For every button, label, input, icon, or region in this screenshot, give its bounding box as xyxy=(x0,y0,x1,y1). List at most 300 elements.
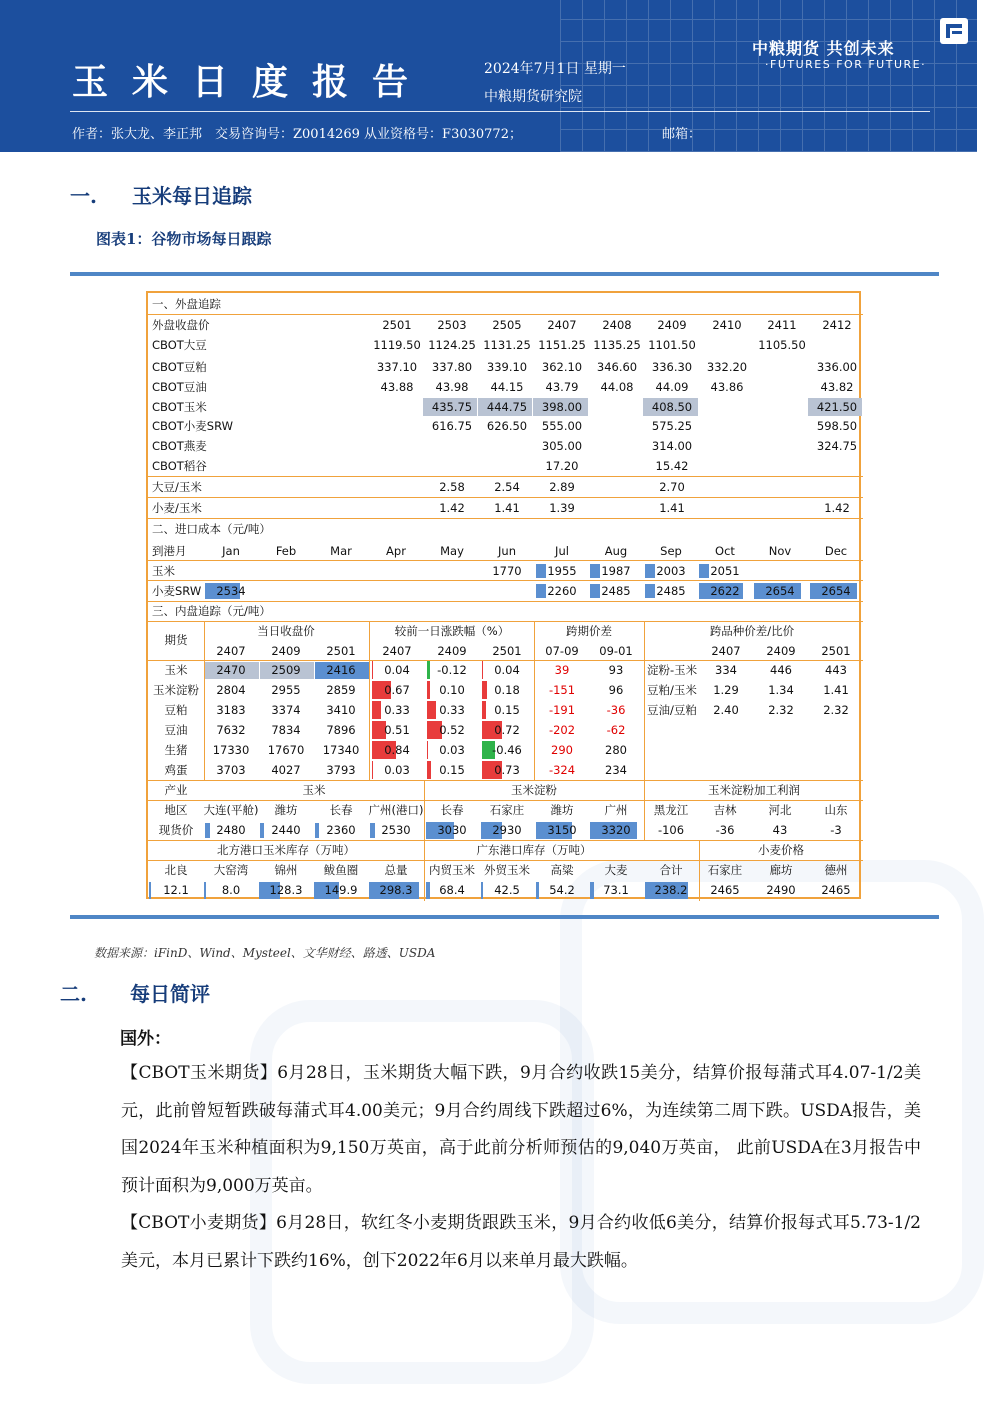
table-cell: 443 xyxy=(825,663,847,677)
table-hline xyxy=(148,518,863,519)
change-bar-positive xyxy=(427,681,430,699)
row-label: 淀粉-玉米 xyxy=(647,663,698,677)
subheading-overseas: 国外： xyxy=(120,1029,171,1049)
section-heading xyxy=(60,978,210,1007)
table-header-cell: Feb xyxy=(275,544,297,558)
table-header-cell: 2407 xyxy=(711,644,741,658)
table-header-cell: 较前一日涨跌幅（%） xyxy=(394,624,510,638)
table-cell: 2.89 xyxy=(549,480,575,494)
table-cell: 3320 xyxy=(601,823,631,837)
table-cell: 7834 xyxy=(271,723,301,737)
table-cell red: -36 xyxy=(715,823,735,837)
table-cell: 43.88 xyxy=(380,380,414,394)
change-bar-positive xyxy=(372,661,373,679)
row-label: CBOT豆油 xyxy=(152,380,207,394)
table-cell: 362.10 xyxy=(541,360,583,374)
table-header-cell: May xyxy=(440,544,464,558)
row-label: CBOT豆粕 xyxy=(152,360,207,374)
row-label: CBOT玉米 xyxy=(152,400,207,414)
table-cell: 0.15 xyxy=(439,763,465,777)
row-label: CBOT小麦SRW xyxy=(152,419,233,433)
table-header-cell: 黑龙江 xyxy=(653,803,689,817)
table-vline xyxy=(644,780,645,840)
table-cell: 2930 xyxy=(492,823,522,837)
table-cell: 314.00 xyxy=(651,439,693,453)
data-bar xyxy=(205,823,210,838)
table-cell: 3150 xyxy=(547,823,577,837)
table-cell: 7632 xyxy=(216,723,246,737)
group-header: 小麦价格 xyxy=(758,843,804,857)
group-header: 玉米 xyxy=(302,783,326,797)
row-label: 小麦/玉米 xyxy=(152,501,202,515)
table-cell: 2465 xyxy=(710,883,740,897)
data-bar xyxy=(481,882,483,899)
table-cell: 598.50 xyxy=(816,419,858,433)
group-header: 北方港口玉米库存（万吨） xyxy=(217,843,355,857)
change-bar-positive xyxy=(372,701,381,719)
table-cell: 1105.50 xyxy=(758,338,806,352)
table-cell: 1.29 xyxy=(713,683,739,697)
table-cell: 2003 xyxy=(656,564,686,578)
data-bar xyxy=(426,882,430,899)
table-vline xyxy=(204,621,205,780)
table-hline xyxy=(148,621,863,622)
table-cell: 17670 xyxy=(267,743,305,757)
table-cell: 2859 xyxy=(326,683,356,697)
table-cell: 43.79 xyxy=(545,380,579,394)
author-line: 作者：张大龙、李正邦 交易咨询号：Z0014269 从业资格号：F3030772； xyxy=(72,127,522,142)
table-header-cell: 2411 xyxy=(767,318,797,332)
table-cell: 2360 xyxy=(326,823,356,837)
table-header-cell: Oct xyxy=(715,544,735,558)
table-cell: 3793 xyxy=(326,763,356,777)
data-bar xyxy=(536,584,546,598)
table-cell: 7896 xyxy=(326,723,356,737)
change-bar-positive xyxy=(482,701,486,719)
table-cell: 42.5 xyxy=(494,883,520,897)
table-cell: 0.33 xyxy=(384,703,410,717)
table-cell: 149.9 xyxy=(324,883,358,897)
table-cell: 1.39 xyxy=(549,501,575,515)
table-hline xyxy=(148,660,863,661)
table-cell: 336.00 xyxy=(816,360,858,374)
table-cell: 4027 xyxy=(271,763,301,777)
table-cell: 280 xyxy=(605,743,627,757)
table-cell: 1.41 xyxy=(823,683,849,697)
table-cell: 337.80 xyxy=(431,360,473,374)
section-label: 一、外盘追踪 xyxy=(152,297,221,311)
table-header-cell: Aug xyxy=(604,544,628,558)
table-cell: 2.54 xyxy=(494,480,520,494)
table-header-cell: 总量 xyxy=(384,863,408,877)
table-header-cell: 潍坊 xyxy=(274,803,298,817)
table-header-cell: 跨品种价差/比价 xyxy=(709,624,795,638)
table-cell: -0.12 xyxy=(437,663,467,677)
table-cell: 2.32 xyxy=(823,703,849,717)
data-bar xyxy=(315,823,319,838)
table-cell: 1.34 xyxy=(768,683,794,697)
table-cell: 8.0 xyxy=(221,883,241,897)
row-label: 产业 xyxy=(164,783,188,797)
table-cell: 555.00 xyxy=(541,419,583,433)
data-bar xyxy=(536,882,539,899)
table-cell: 626.50 xyxy=(486,419,528,433)
table-cell: 1124.25 xyxy=(428,338,476,352)
figure-top-rule xyxy=(70,272,939,276)
table-cell: 44.15 xyxy=(490,380,524,394)
data-bar xyxy=(645,584,655,598)
table-header-cell: 2407 xyxy=(382,644,412,658)
row-label: CBOT稻谷 xyxy=(152,459,207,473)
table-cell: 2.40 xyxy=(713,703,739,717)
table-vline xyxy=(369,621,370,780)
table-header-cell: 广州 xyxy=(604,803,628,817)
table-cell: 1135.25 xyxy=(593,338,641,352)
table-cell red: -191 xyxy=(548,703,576,717)
table-cell: 446 xyxy=(770,663,792,677)
table-cell: 2051 xyxy=(710,564,740,578)
report-date: 2024年7月1日 星期一 xyxy=(484,61,626,77)
table-header-cell: 2409 xyxy=(657,318,687,332)
row-label: 大豆/玉米 xyxy=(152,480,202,494)
table-vline xyxy=(699,840,700,901)
table-cell: 346.60 xyxy=(596,360,638,374)
table-cell: 0.67 xyxy=(384,683,410,697)
table-header-cell: 德州 xyxy=(824,863,848,877)
table-cell: 2416 xyxy=(326,663,356,677)
table-header-cell: 2501 xyxy=(492,644,522,658)
table-cell: 1101.50 xyxy=(648,338,696,352)
data-bar xyxy=(590,584,600,598)
table-cell: 2530 xyxy=(381,823,411,837)
data-bar xyxy=(204,882,206,899)
table-header-cell: 2412 xyxy=(822,318,852,332)
table-cell red: -202 xyxy=(548,723,576,737)
table-header-cell: 07-09 xyxy=(545,644,579,658)
table-header-cell: 吉林 xyxy=(713,803,737,817)
row-label: CBOT燕麦 xyxy=(152,439,207,453)
table-header-cell: 石家庄 xyxy=(707,863,743,877)
report-org: 中粮期货研究院 xyxy=(484,89,582,105)
table-vline xyxy=(644,621,645,780)
table-header-cell: 2505 xyxy=(492,318,522,332)
table-header-cell: 潍坊 xyxy=(550,803,574,817)
table-cell: 2.58 xyxy=(439,480,465,494)
table-cell: 336.30 xyxy=(651,360,693,374)
row-label: 现货价 xyxy=(158,823,194,837)
section-number: 一. xyxy=(70,184,97,208)
table-cell: -0.46 xyxy=(492,743,522,757)
table-header-cell: Sep xyxy=(660,544,682,558)
section-label: 三、内盘追踪（元/吨） xyxy=(152,604,271,618)
table-header-cell: 2501 xyxy=(821,644,851,658)
table-header-cell: 河北 xyxy=(768,803,792,817)
table-header-cell: 廊坊 xyxy=(769,863,793,877)
group-header: 玉米淀粉加工利润 xyxy=(708,783,800,797)
table-cell: 339.10 xyxy=(486,360,528,374)
table-cell: 1131.25 xyxy=(483,338,531,352)
table-cell: 73.1 xyxy=(603,883,629,897)
table-cell: 2465 xyxy=(821,883,851,897)
table-cell: 128.3 xyxy=(269,883,303,897)
data-source: 数据来源：iFinD、Wind、Mysteel、文华财经、路透、USDA xyxy=(94,946,436,960)
row-label: 地区 xyxy=(164,803,188,817)
row-label: CBOT大豆 xyxy=(152,338,207,352)
table-cell: 1151.25 xyxy=(538,338,586,352)
change-bar-positive xyxy=(482,681,487,699)
group-header: 广东港口库存（万吨） xyxy=(476,843,592,857)
change-bar-negative xyxy=(427,661,430,679)
table-cell: 43 xyxy=(772,823,788,837)
table-hline xyxy=(148,800,863,801)
table-cell: 68.4 xyxy=(439,883,465,897)
table-cell: 2622 xyxy=(710,584,740,598)
table-cell: 238.2 xyxy=(654,883,688,897)
table-header-cell: 外盘收盘价 xyxy=(152,318,210,332)
figure-title: 图表1：谷物市场每日跟踪 xyxy=(96,230,272,248)
row-label: 豆油/豆粕 xyxy=(647,703,697,717)
table-header-cell: 外贸玉米 xyxy=(484,863,530,877)
table-cell: 1.41 xyxy=(494,501,520,515)
table-header-cell: Dec xyxy=(824,544,848,558)
table-cell: 43.86 xyxy=(710,380,744,394)
table-cell: 1770 xyxy=(492,564,522,578)
table-cell: 3703 xyxy=(216,763,246,777)
table-cell: 2804 xyxy=(216,683,246,697)
table-cell: 2654 xyxy=(821,584,851,598)
data-bar xyxy=(149,882,151,899)
table-cell red: -106 xyxy=(657,823,685,837)
table-header-cell: 鲅鱼圈 xyxy=(323,863,359,877)
section-label: 二、进口成本（元/吨） xyxy=(152,522,271,536)
table-header-cell: Jun xyxy=(498,544,516,558)
change-bar-positive xyxy=(482,661,483,679)
table-cell: 1987 xyxy=(601,564,631,578)
table-cell: 2.70 xyxy=(659,480,685,494)
table-cell: 3030 xyxy=(437,823,467,837)
table-cell: 2485 xyxy=(601,584,631,598)
table-cell: 0.15 xyxy=(494,703,520,717)
table-hline xyxy=(148,560,863,561)
table-cell: 305.00 xyxy=(541,439,583,453)
table-header-cell: 广州(港口) xyxy=(368,803,424,817)
table-cell: 0.03 xyxy=(384,763,410,777)
brand-subtitle: ·FUTURES FOR FUTURE· xyxy=(765,58,927,71)
email-label: 邮箱： xyxy=(662,127,702,142)
table-cell: 234 xyxy=(605,763,627,777)
table-cell red: -151 xyxy=(548,683,576,697)
table-cell: 0.04 xyxy=(494,663,520,677)
table-cell: 0.18 xyxy=(494,683,520,697)
table-cell: 3410 xyxy=(326,703,356,717)
table-cell: 1955 xyxy=(547,564,577,578)
row-label: 豆粕/玉米 xyxy=(647,683,697,697)
table-cell red: -3 xyxy=(830,823,842,837)
change-bar-positive xyxy=(427,741,428,759)
table-cell red: -324 xyxy=(548,763,576,777)
group-header: 玉米淀粉 xyxy=(511,783,557,797)
table-cell: 334 xyxy=(715,663,737,677)
table-header-cell: 内贸玉米 xyxy=(429,863,475,877)
table-cell: 0.72 xyxy=(494,723,520,737)
table-header-cell: Jan xyxy=(222,544,240,558)
data-bar xyxy=(370,823,375,838)
table-cell: 44.08 xyxy=(600,380,634,394)
table-header-cell: 2408 xyxy=(602,318,632,332)
table-header-cell: 2410 xyxy=(712,318,742,332)
table-cell: 93 xyxy=(608,663,624,677)
row-label: 小麦SRW xyxy=(152,584,202,598)
change-bar-positive xyxy=(372,761,373,779)
table-cell: 15.42 xyxy=(655,459,689,473)
table-cell: 17340 xyxy=(322,743,360,757)
table-hline xyxy=(148,780,863,781)
grain-market-table xyxy=(146,291,861,899)
table-cell: 17330 xyxy=(212,743,250,757)
change-bar-positive xyxy=(427,761,431,779)
table-cell: 435.75 xyxy=(431,400,473,414)
table-cell: 43.82 xyxy=(820,380,854,394)
table-cell: 1.42 xyxy=(824,501,850,515)
data-bar xyxy=(260,823,264,838)
row-label: 豆粕 xyxy=(164,703,188,717)
table-header-cell: 北良 xyxy=(164,863,188,877)
table-cell: 54.2 xyxy=(549,883,575,897)
table-header-cell: Mar xyxy=(330,544,352,558)
table-header-cell: 2409 xyxy=(437,644,467,658)
table-cell: 1119.50 xyxy=(373,338,421,352)
table-header-cell: 2409 xyxy=(766,644,796,658)
row-label: 生猪 xyxy=(164,743,188,757)
brand-slogan: 中粮期货 共创未来 xyxy=(752,39,895,58)
table-cell: 43.98 xyxy=(435,380,469,394)
data-bar xyxy=(590,564,600,578)
table-header-cell: 到港月 xyxy=(152,544,187,558)
table-cell: 1.42 xyxy=(439,501,465,515)
table-cell: 2470 xyxy=(216,663,246,677)
table-header-cell: 合计 xyxy=(659,863,683,877)
table-cell: 2260 xyxy=(547,584,577,598)
row-label: 玉米 xyxy=(152,564,175,578)
table-cell red: -36 xyxy=(606,703,626,717)
table-header-cell: 长春 xyxy=(440,803,464,817)
table-header-cell: 跨期价差 xyxy=(566,624,612,638)
table-cell: 616.75 xyxy=(431,419,473,433)
table-header-cell: 2501 xyxy=(326,644,356,658)
table-cell: 421.50 xyxy=(816,400,858,414)
table-vline xyxy=(424,840,425,901)
table-cell: 2955 xyxy=(271,683,301,697)
table-header-cell: 2407 xyxy=(547,318,577,332)
row-label: 鸡蛋 xyxy=(164,763,188,777)
table-cell: 2534 xyxy=(216,584,246,598)
data-bar xyxy=(699,564,709,578)
table-cell: 0.84 xyxy=(384,743,410,757)
table-cell: 408.50 xyxy=(651,400,693,414)
header-divider xyxy=(70,111,930,112)
table-header-cell: 山东 xyxy=(824,803,848,817)
table-cell: 0.52 xyxy=(439,723,465,737)
table-header-cell: 期货 xyxy=(164,633,188,647)
section-number: 二. xyxy=(60,982,87,1006)
table-hline xyxy=(148,497,863,498)
table-header-cell: 大麦 xyxy=(604,863,628,877)
table-hline xyxy=(148,580,863,581)
table-header-cell: 2503 xyxy=(437,318,467,332)
row-label: 玉米淀粉 xyxy=(153,683,199,697)
table-cell: 324.75 xyxy=(816,439,858,453)
table-hline xyxy=(148,840,863,841)
table-header-cell: Nov xyxy=(768,544,792,558)
table-cell: 0.33 xyxy=(439,703,465,717)
table-cell: 2654 xyxy=(765,584,795,598)
table-hline xyxy=(148,860,863,861)
table-cell: 1.41 xyxy=(659,501,685,515)
table-cell: 2485 xyxy=(656,584,686,598)
table-header-cell: 当日收盘价 xyxy=(257,624,315,638)
table-header-cell: 2501 xyxy=(382,318,412,332)
table-cell: 298.3 xyxy=(379,883,413,897)
table-cell: 398.00 xyxy=(541,400,583,414)
table-header-cell: 09-01 xyxy=(599,644,633,658)
table-cell: 444.75 xyxy=(486,400,528,414)
table-header-cell: 2407 xyxy=(216,644,246,658)
table-cell: 39 xyxy=(554,663,570,677)
table-cell: 3374 xyxy=(271,703,301,717)
table-cell: 290 xyxy=(551,743,573,757)
table-cell: 3183 xyxy=(216,703,246,717)
table-vline xyxy=(424,780,425,840)
table-cell: 96 xyxy=(608,683,624,697)
table-hline xyxy=(148,476,863,477)
table-cell: 2440 xyxy=(271,823,301,837)
table-cell: 2480 xyxy=(216,823,246,837)
table-cell: 575.25 xyxy=(651,419,693,433)
table-cell red: -62 xyxy=(606,723,626,737)
table-cell: 0.51 xyxy=(384,723,410,737)
section-title: 每日简评 xyxy=(130,982,210,1006)
data-bar xyxy=(645,564,655,578)
table-header-cell: 高粱 xyxy=(550,863,574,877)
table-cell: 12.1 xyxy=(163,883,189,897)
table-cell: 2.32 xyxy=(768,703,794,717)
table-header-cell: 2409 xyxy=(271,644,301,658)
table-cell: 2490 xyxy=(766,883,796,897)
report-title: 玉米日度报告 xyxy=(72,61,433,103)
table-cell: 2509 xyxy=(271,663,301,677)
table-hline xyxy=(148,314,863,315)
table-cell: 0.04 xyxy=(384,663,410,677)
report-header xyxy=(0,0,977,152)
table-cell: 332.20 xyxy=(706,360,748,374)
data-bar xyxy=(590,882,594,899)
table-cell: 44.09 xyxy=(655,380,689,394)
table-vline xyxy=(534,621,535,780)
table-cell: 17.20 xyxy=(545,459,579,473)
table-header-cell: 大窑湾 xyxy=(213,863,249,877)
commentary-paragraph: 【CBOT小麦期货】6月28日，软红冬小麦期货跟跌玉米，9月合约收低6美分，结算价报每式耳5.73-1/2美元，本月已累计下跌约16%，创下2022年6月以来单月最大跌幅。 xyxy=(121,1213,921,1271)
commentary-paragraph: 【CBOT玉米期货】6月28日，玉米期货大幅下跌，9月合约收跌15美分，结算价报每蒲式耳4.07-1/2美元，此前曾短暂跌破每蒲式耳4.00美元；9月合约周线下跌超过6%，为连续第二周下跌。USDA报告，美国2024年玉米种植面积为9,150万英亩，高于此前分析师预估的9,040万英亩， 此前USDA在3月报告中预计面积为9,000万英亩。 xyxy=(121,1063,921,1196)
table-header-cell: 锦州 xyxy=(274,863,298,877)
company-logo xyxy=(940,18,968,44)
table-cell: 0.10 xyxy=(439,683,465,697)
table-header-cell: 大连(平舱) xyxy=(203,803,259,817)
table-header-cell: 长春 xyxy=(329,803,353,817)
section-title: 玉米每日追踪 xyxy=(132,184,252,208)
table-hline xyxy=(148,601,863,602)
change-bar-positive xyxy=(427,701,436,719)
table-header-cell: Jul xyxy=(555,544,569,558)
